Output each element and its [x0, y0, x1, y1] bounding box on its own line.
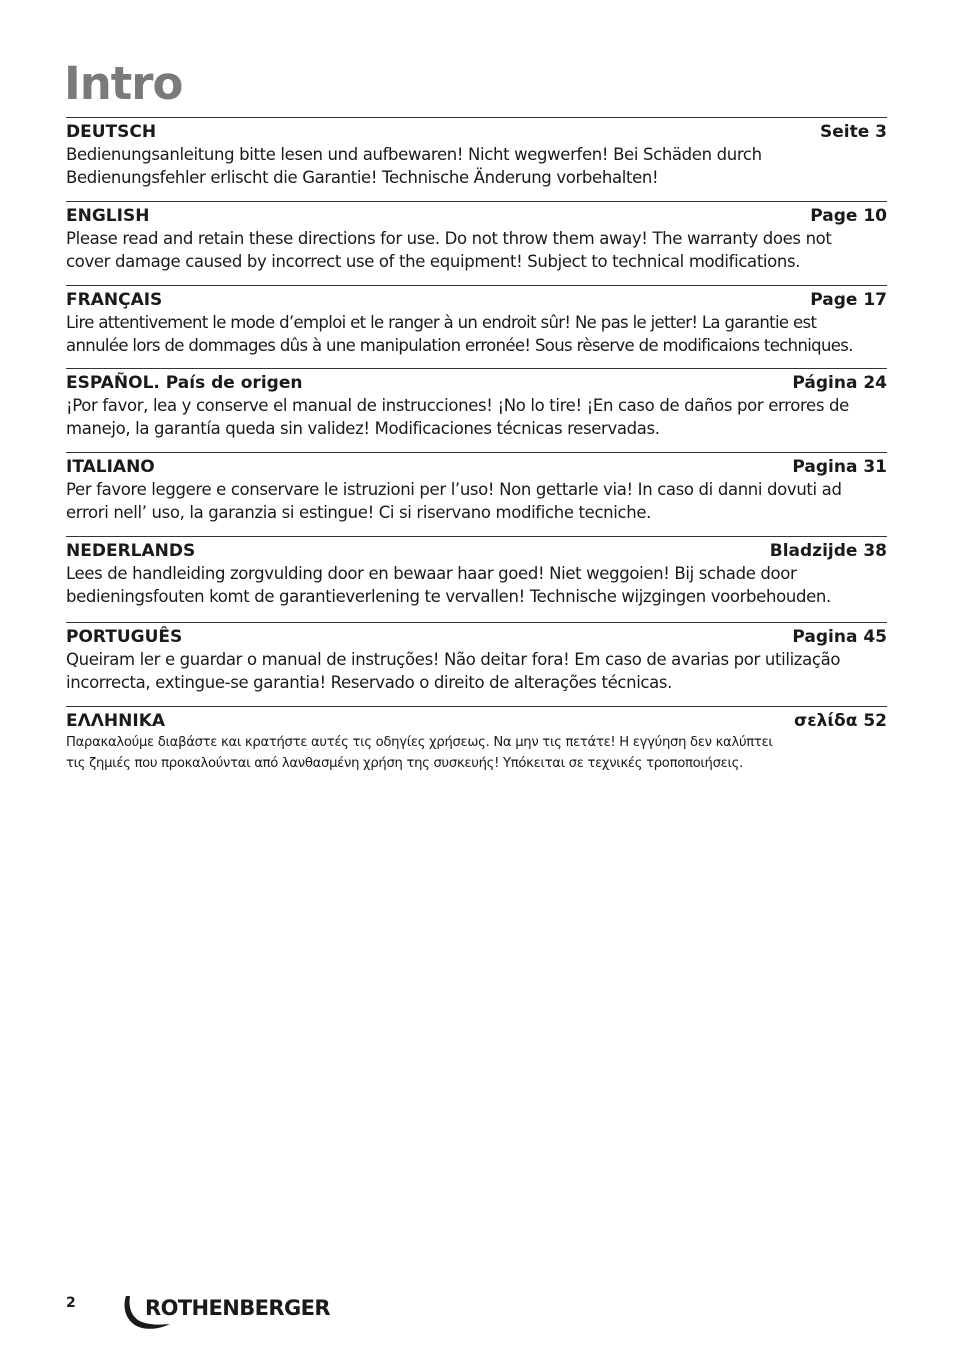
logo-wordmark: ROTHENBERGER [145, 1296, 330, 1320]
section-italiano [66, 452, 887, 536]
text-line: Queiram ler e guardar o manual de instruções! Não deitar fora! Em caso de avarias por utilização [66, 650, 841, 669]
text-line: Lire attentivement le mode d’emploi et le ranger à un endroit sûr! Ne pas le jetter! La garantie est [66, 313, 817, 332]
text-line: Please read and retain these directions for use. Do not throw them away! The warranty does not [66, 229, 832, 248]
section-header [66, 537, 887, 562]
language-label: ΕΛΛΗΝΙΚΑ [66, 711, 166, 731]
section-espanol [66, 368, 887, 452]
page-reference: Pagina 45 [792, 627, 887, 647]
section-header [66, 118, 887, 143]
section-text [66, 311, 887, 357]
section-header [66, 202, 887, 227]
language-sections [66, 117, 887, 786]
text-line: ¡Por favor, lea y conserve el manual de instrucciones! ¡No lo tire! ¡En caso de daños por errores de [66, 396, 849, 415]
section-text [66, 562, 887, 608]
section-text [66, 394, 887, 440]
text-line: manejo, la garantía queda sin validez! Modificaciones técnicas reservadas. [66, 419, 660, 438]
section-header [66, 707, 887, 732]
section-header [66, 286, 887, 311]
page-title: Intro [64, 57, 183, 110]
section-ellinika [66, 706, 887, 786]
text-line: Παρακαλούμε διαβάστε και κρατήστε αυτές τις οδηγίες χρήσεως. Να μην τις πετάτε! Η εγγύηση δεν καλύπτει [66, 735, 773, 750]
language-label: PORTUGUÊS [66, 627, 183, 647]
section-text [66, 227, 887, 273]
text-line: bedieningsfouten komt de garantieverlening te vervallen! Technische wijzgingen voorbehouden. [66, 587, 831, 606]
page-reference: Seite 3 [819, 122, 887, 142]
language-label: FRANÇAIS [66, 290, 163, 310]
page-reference: Page 17 [810, 290, 887, 310]
page-reference: Página 24 [792, 373, 887, 393]
page-reference: σελίδα 52 [793, 711, 887, 731]
section-text [66, 143, 887, 189]
language-label: DEUTSCH [66, 122, 157, 142]
page-reference: Bladzijde 38 [769, 541, 887, 561]
language-label: NEDERLANDS [66, 541, 196, 561]
text-line: annulée lors de dommages dûs à une manipulation erronée! Sous rèserve de modificaions techniques. [66, 336, 853, 355]
section-text [66, 478, 887, 524]
section-deutsch [66, 117, 887, 201]
section-english [66, 201, 887, 285]
section-nederlands [66, 536, 887, 622]
text-line: errori nell’ uso, la garanzia si estingue! Ci si riservano modifiche tecniche. [66, 503, 652, 522]
text-line: cover damage caused by incorrect use of the equipment! Subject to technical modifications. [66, 252, 801, 271]
section-portugues [66, 622, 887, 706]
page-number: 2 [66, 1295, 76, 1311]
rothenberger-logo [120, 1290, 360, 1334]
text-line: Lees de handleiding zorgvulding door en bewaar haar goed! Niet weggoien! Bij schade door [66, 564, 797, 583]
section-francais [66, 285, 887, 368]
language-label: ESPAÑOL. País de origen [66, 373, 303, 393]
language-label: ITALIANO [66, 457, 155, 477]
section-text [66, 732, 887, 774]
text-line: incorrecta, extingue-se garantia! Reservado o direito de alterações técnicas. [66, 673, 673, 692]
section-header [66, 453, 887, 478]
page-footer [66, 1290, 466, 1334]
page-reference: Page 10 [810, 206, 887, 226]
language-label: ENGLISH [66, 206, 150, 226]
section-header [66, 369, 887, 394]
text-line: τις ζημιές που προκαλούνται από λανθασμένη χρήση της συσκευής! Υπόκειται σε τεχνικές τροποποιήσεις. [66, 756, 743, 771]
page-reference: Pagina 31 [792, 457, 887, 477]
section-header [66, 623, 887, 648]
text-line: Per favore leggere e conservare le istruzioni per l’uso! Non gettarle via! In caso di danni dovuti ad [66, 480, 842, 499]
section-text [66, 648, 887, 694]
text-line: Bedienungsfehler erlischt die Garantie! Technische Änderung vorbehalten! [66, 168, 659, 187]
text-line: Bedienungsanleitung bitte lesen und aufbewaren! Nicht wegwerfen! Bei Schäden durch [66, 145, 762, 164]
